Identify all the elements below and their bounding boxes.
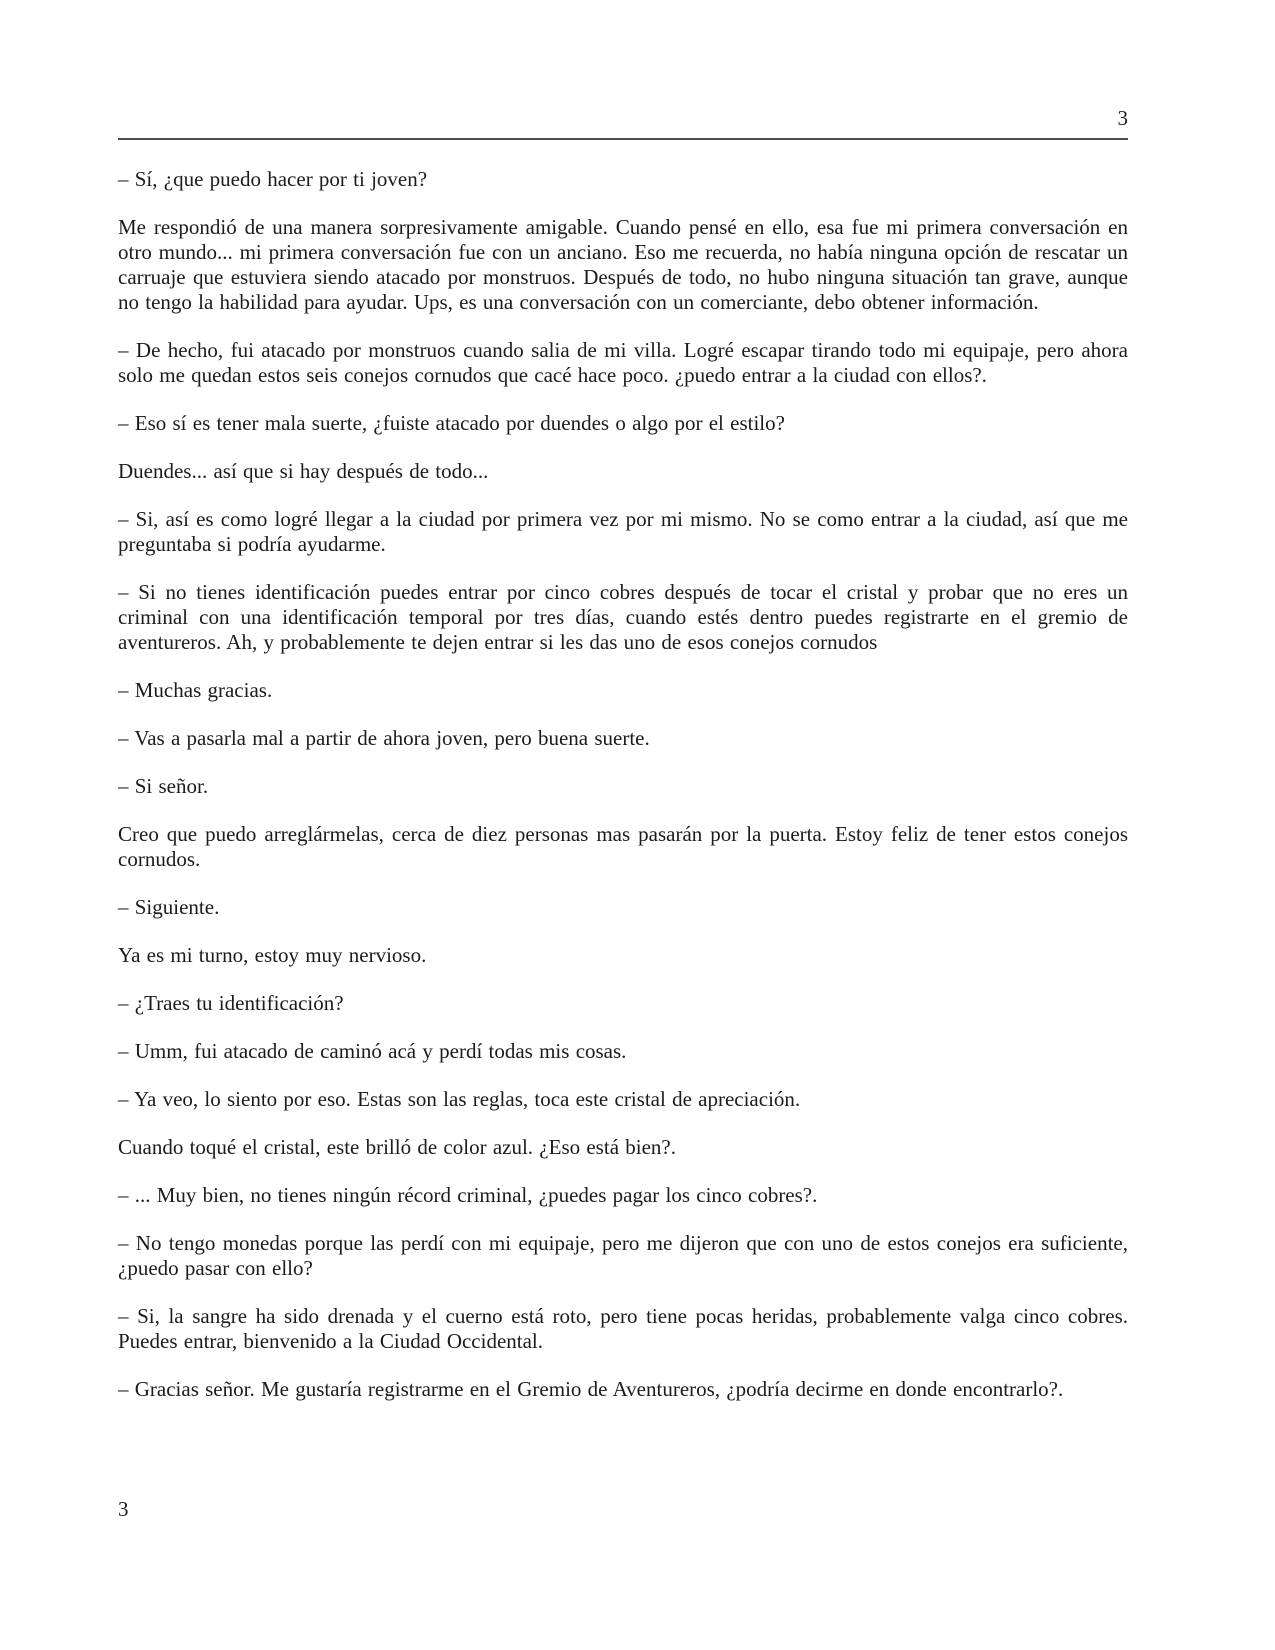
paragraph: Duendes... así que si hay después de todo... bbox=[118, 459, 489, 483]
header-rule bbox=[118, 138, 1128, 140]
paragraph: – Eso sí es tener mala suerte, ¿fuiste atacado por duendes o algo por el estilo? bbox=[118, 411, 785, 435]
header-page-number: 3 bbox=[1117, 106, 1128, 130]
footer-page-number: 3 bbox=[118, 1497, 129, 1521]
paragraph: – De hecho, fui atacado por monstruos cuando salia de mi villa. Logré escapar tirando todo mi equipaje, pero ahora solo me quedan estos seis conejos cornudos que cacé hace poco. ¿puedo entrar a la ciudad con ellos?. bbox=[118, 338, 1128, 387]
paragraph: – Umm, fui atacado de caminó acá y perdí todas mis cosas. bbox=[118, 1039, 627, 1063]
paragraph: – Gracias señor. Me gustaría registrarme en el Gremio de Aventureros, ¿podría decirme en donde encontrarlo?. bbox=[118, 1377, 1064, 1401]
paragraph: – ¿Traes tu identificación? bbox=[118, 991, 344, 1015]
paragraph: Creo que puedo arreglármelas, cerca de diez personas mas pasarán por la puerta. Estoy feliz de tener estos conejos cornudos. bbox=[118, 822, 1128, 871]
paragraph: – Vas a pasarla mal a partir de ahora joven, pero buena suerte. bbox=[118, 726, 650, 750]
paragraph: Me respondió de una manera sorpresivamente amigable. Cuando pensé en ello, esa fue mi primera conversación en otro mundo... mi primera conversación fue con un anciano. Eso me recuerda, no había ninguna opción de rescatar un carruaje que estuviera siendo atacado por monstruos. Después de todo, no hubo ninguna situación tan grave, aunque no tengo la habilidad para ayudar. Ups, es una conversación con un comerciante, debo obtener información. bbox=[118, 215, 1128, 314]
paragraph: – Si señor. bbox=[118, 774, 209, 798]
paragraph: – Siguiente. bbox=[118, 895, 220, 919]
page-body-text bbox=[118, 167, 1128, 1425]
paragraph: – Ya veo, lo siento por eso. Estas son las reglas, toca este cristal de apreciación. bbox=[118, 1087, 801, 1111]
paragraph: – ... Muy bien, no tienes ningún récord criminal, ¿puedes pagar los cinco cobres?. bbox=[118, 1183, 818, 1207]
paragraph: – Si, la sangre ha sido drenada y el cuerno está roto, pero tiene pocas heridas, probablemente valga cinco cobres. Puedes entrar, bienvenido a la Ciudad Occidental. bbox=[118, 1304, 1128, 1353]
paragraph: – No tengo monedas porque las perdí con mi equipaje, pero me dijeron que con uno de estos conejos era suficiente, ¿puedo pasar con ello? bbox=[118, 1231, 1128, 1280]
paragraph: – Si no tienes identificación puedes entrar por cinco cobres después de tocar el cristal y probar que no eres un criminal con una identificación temporal por tres días, cuando estés dentro puedes registrarte en el gremio de aventureros. Ah, y probablemente te dejen entrar si les das uno de esos conejos cornudos bbox=[118, 580, 1128, 654]
paragraph: – Muchas gracias. bbox=[118, 678, 273, 702]
paragraph: – Si, así es como logré llegar a la ciudad por primera vez por mi mismo. No se como entrar a la ciudad, así que me preguntaba si podría ayudarme. bbox=[118, 507, 1128, 556]
paragraph: Cuando toqué el cristal, este brilló de color azul. ¿Eso está bien?. bbox=[118, 1135, 676, 1159]
paragraph: – Sí, ¿que puedo hacer por ti joven? bbox=[118, 167, 428, 191]
paragraph: Ya es mi turno, estoy muy nervioso. bbox=[118, 943, 427, 967]
